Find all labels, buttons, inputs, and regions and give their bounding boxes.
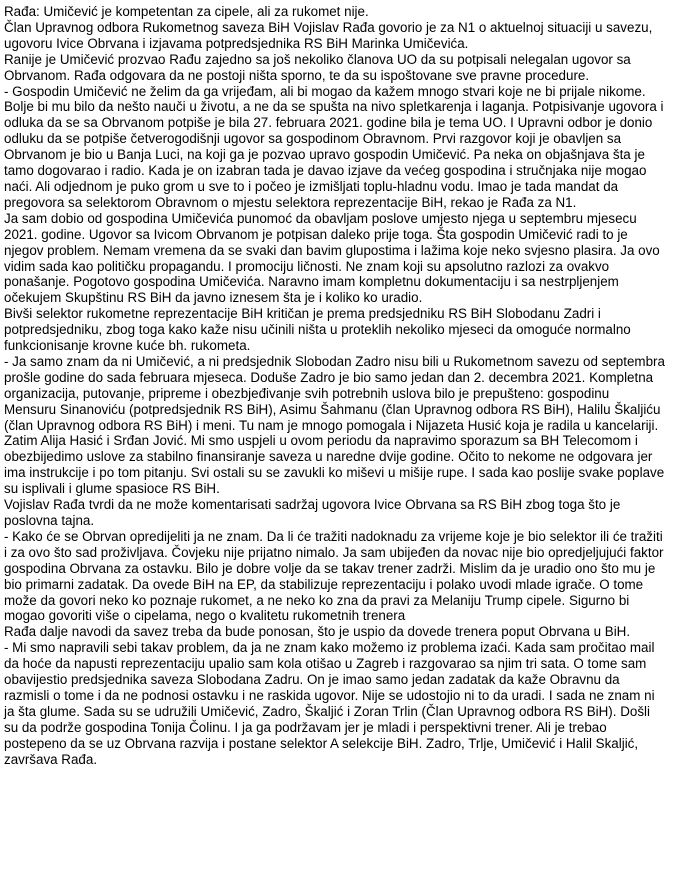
article-quote-paragraph: - Ja samo znam da ni Umičević, a ni predsjednik Slobodan Zadro nisu bili u Rukometnom savezu od septembra prošle godine do sada februara mjeseca. Doduše Zadro je bio samo jedan dan 2. decembra 2021. Kompletna organizacija, putovanje, pripreme i obezbjeđivanje svih potrebnih uslova bilo je prepušteno: gospodinu Mensuru Sinanoviću (potpredsjednik RS BiH), Asimu Šahmanu (član Upravnog odbora RS BiH), Halilu Škaljiću (član Upravnog odbora RS BiH) i meni. Tu nam je mnogo pomogala i Nijazeta Husić koja je radila u kancelariji. Zatim Alija Hasić i Srđan Jović. Mi smo uspjeli u ovom periodu da napravimo sporazum sa BH Telecomom i obezbijedimo uslove za stabilno finansiranje saveza u naredne dvije godine. Očito to nekome ne odgovara jer ima instrukcije i po tom pitanju. Svi ostali su se zavukli ko miševi u mišije rupe. I sada kao poslije svake poplave su isplivali i glume spasioce RS BiH.	[4, 353, 665, 497]
article-headline: Rađa: Umičević je kompetentan za cipele, ali za rukomet nije.	[4, 4, 369, 19]
article-paragraph: Ja sam dobio od gospodina Umičevića punomoć da obavljam poslove umjesto njega u septembru mjesecu 2021. godine. Ugovor sa Ivicom Obrvanom je potpisan daleko prije toga. Šta gospodin Umičević radi to je njegov problem. Nemam vremena da se svaki dan bavim glupostima i lažima koje neko svjesno plasira. Ja ovo vidim sada kao političku propagandu. I promociju ličnosti. Ne znam koji su apsolutno razlozi za ovakvo ponašanje. Pogotovo gospodina Umičevića. Naravno imam kompletnu dokumentaciju i sa nestrpljenjem očekujem Skupštinu RS BiH da javno iznesem šta je i koliko ko uradio.	[4, 210, 660, 306]
article-quote-paragraph: - Kako će se Obrvan opredijeliti ja ne znam. Da li će tražiti nadoknadu za vrijeme koje je bio selektor ili će tražiti i za ovo što sad proživljava. Čovjeku nije prijatno nimalo. Ja sam ubijeđen da novac nije bio opredjeljujući faktor gospodina Obrvana za ostavku. Bilo je dobre volje da se takav trener zadrži. Mislim da je uradio ono što mu je bio primarni zadatak. Da ovede BiH na EP, da stabilizuje reprezentaciju i polako uvodi mlade igrače. O tome može da govori neko ko poznaje rukomet, a ne neko ko zna da pravi za Melaniju Trump cipele. Sigurno bi mogao govoriti više o cipelama, nego o kvalitetu rukometnih trenera	[4, 528, 664, 624]
article-quote-paragraph: - Mi smo napravili sebi takav problem, da ja ne znam kako možemo iz problema izaći. Kada sam pročitao mail da hoće da napusti reprezentaciju upalio sam kola otišao u Zagreb i razgovarao sa njim tri sata. O tome sam obavijestio predsjednika saveza Slobodana Zadru. On je imao samo jedan zadatak da kaže Obravnu da razmisli o tome i da ne podnosi ostavku i ne raskida ugovor. Nije se udostojio ni to da uradi. I sada ne znam ni ja šta glume. Sada su se udružili Umičević, Zadro, Škaljić i Zoran Trlin (Član Upravnog odbora RS BiH). Došli su da podrže gospodina Tonija Čolinu. I ja ga podržavam jer je mladi i perspektivni trener. Ali je trebao postepeno da se uz Obrvana razvija i postane selektor A selekcije BiH. Zadro, Trlje, Umičević i Halil Skaljić, završava Rađa.	[4, 640, 655, 767]
article-paragraph: Član Upravnog odbora Rukometnog saveza BiH Vojislav Rađa govorio je za N1 o aktuelnoj situaciji u savezu, ugovoru Ivice Obrvana i izjavama potpredsjednika RS BiH Marinka Umičevića.	[4, 19, 653, 51]
article-paragraph: Bivši selektor rukometne reprezentacije BiH kritičan je prema predsjedniku RS BiH Slobodanu Zadri i potpredsjedniku, zbog toga kako kaže nisu učinili ništa u proteklih nekoliko mjeseci da omoguće normalno funkcionisanje krovne kuće bh. rukometa.	[4, 306, 631, 354]
article-paragraph: Vojislav Rađa tvrdi da ne može komentarisati sadržaj ugovora Ivice Obrvana sa RS BiH zbog toga što je poslovna tajna.	[4, 497, 621, 528]
article-quote-paragraph: - Gospodin Umičević ne želim da ga vrijeđam, ali bi mogao da kažem mnogo stvari koje ne bi prijale nikome. Bolje bi mu bilo da nešto nauči u životu, a ne da se spušta na nivo spletkarenja i laganja. Potpisivanje ugovora i odluka da se sa Obrvanom potpiše je bila 27. februara 2021. godine bila je tema UO. I Upravni odbor je donio odluku da se potpiše četverogodišnji ugovor sa gospodinom Obravnom. Prvi razgovor koji je obavljen sa Obrvanom je bio u Banja Luci, na koji ga je pozvao upravo gospodin Umičević. Pa neka on objašnjava šta je tamo dogovarao i radio. Kada je on izabran tada je davao izjave da većeg gospodina i stručnjaka nije mogao naći. Ali odjednom je puko grom u sve to i počeo je izmišljati toplu-hladnu vodu. Imao je tada mandat da pregovora sa selektorom Obravnom o mjestu selektora reprezentacije BiH, rekao je Rađa za N1.	[4, 83, 664, 210]
article-paragraph: Rađa dalje navodi da savez treba da bude ponosan, što je uspio da dovede trenera poput Obrvana u BiH.	[4, 624, 631, 640]
article-paragraph: Ranije je Umičević prozvao Rađu zajedno sa još nekoliko članova UO da su potpisali nelegalan ugovor sa Obrvanom. Rađa odgovara da ne postoji ništa sporno, te da su ispoštovane sve pravne procedure.	[4, 51, 631, 83]
